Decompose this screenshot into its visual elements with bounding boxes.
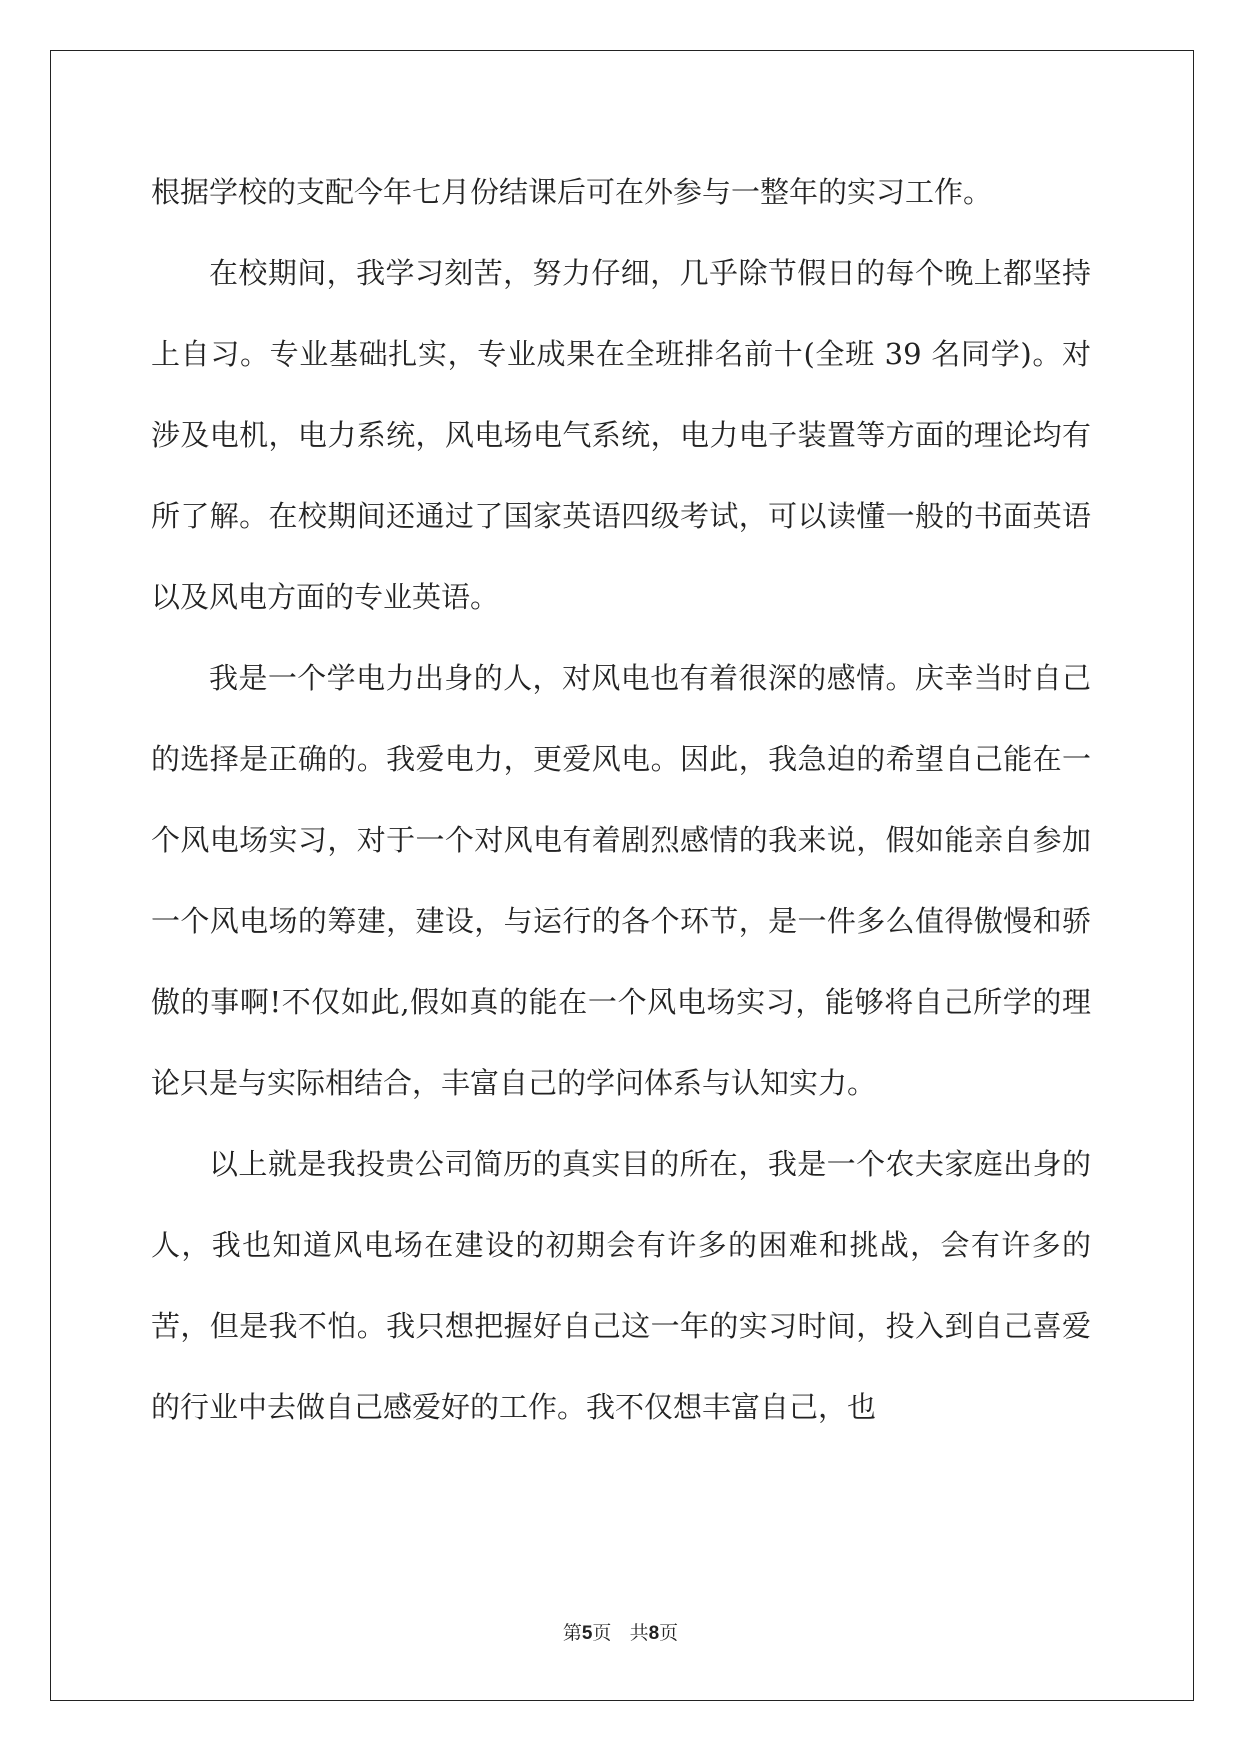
- document-body: [151, 152, 1091, 1448]
- paragraph-1: 根据学校的支配今年七月份结课后可在外参与一整年的实习工作。: [151, 175, 993, 209]
- page-footer: [0, 1618, 1241, 1645]
- paragraph-3: 我是一个学电力出身的人，对风电也有着很深的感情。庆幸当时自己的选择是正确的。我爱电力，更爱风电。因此，我急迫的希望自己能在一个风电场实习，对于一个对风电有着剧烈感情的我来说，假如能亲自参加一个风电场的筹建，建设，与运行的各个环节，是一件多么值得傲慢和骄傲的事啊!不仅如此,假如真的能在一个风电场实习，能够将自己所学的理论只是与实际相结合，丰富自己的学问体系与认知实力。: [151, 661, 1091, 1100]
- page-suffix: 页: [592, 1622, 612, 1644]
- total-prefix: 共: [629, 1622, 649, 1644]
- total-pages: 8: [648, 1623, 660, 1644]
- total-suffix: 页: [659, 1622, 679, 1644]
- page-prefix: 第: [562, 1622, 582, 1644]
- paragraph-2: 在校期间，我学习刻苦，努力仔细，几乎除节假日的每个晚上都坚持上自习。专业基础扎实，专业成果在全班排名前十(全班 39 名同学)。对涉及电机，电力系统，风电场电气系统，电力电子装置等方面的理论均有所了解。在校期间还通过了国家英语四级考试，可以读懂一般的书面英语以及风电方面的专业英语。: [151, 256, 1091, 614]
- page-number: 5: [581, 1623, 593, 1644]
- paragraph-4: 以上就是我投贵公司简历的真实目的所在，我是一个农夫家庭出身的人，我也知道风电场在建设的初期会有许多的困难和挑战，会有许多的苦，但是我不怕。我只想把握好自己这一年的实习时间，投入到自己喜爱的行业中去做自己感爱好的工作。我不仅想丰富自己，也: [151, 1147, 1091, 1424]
